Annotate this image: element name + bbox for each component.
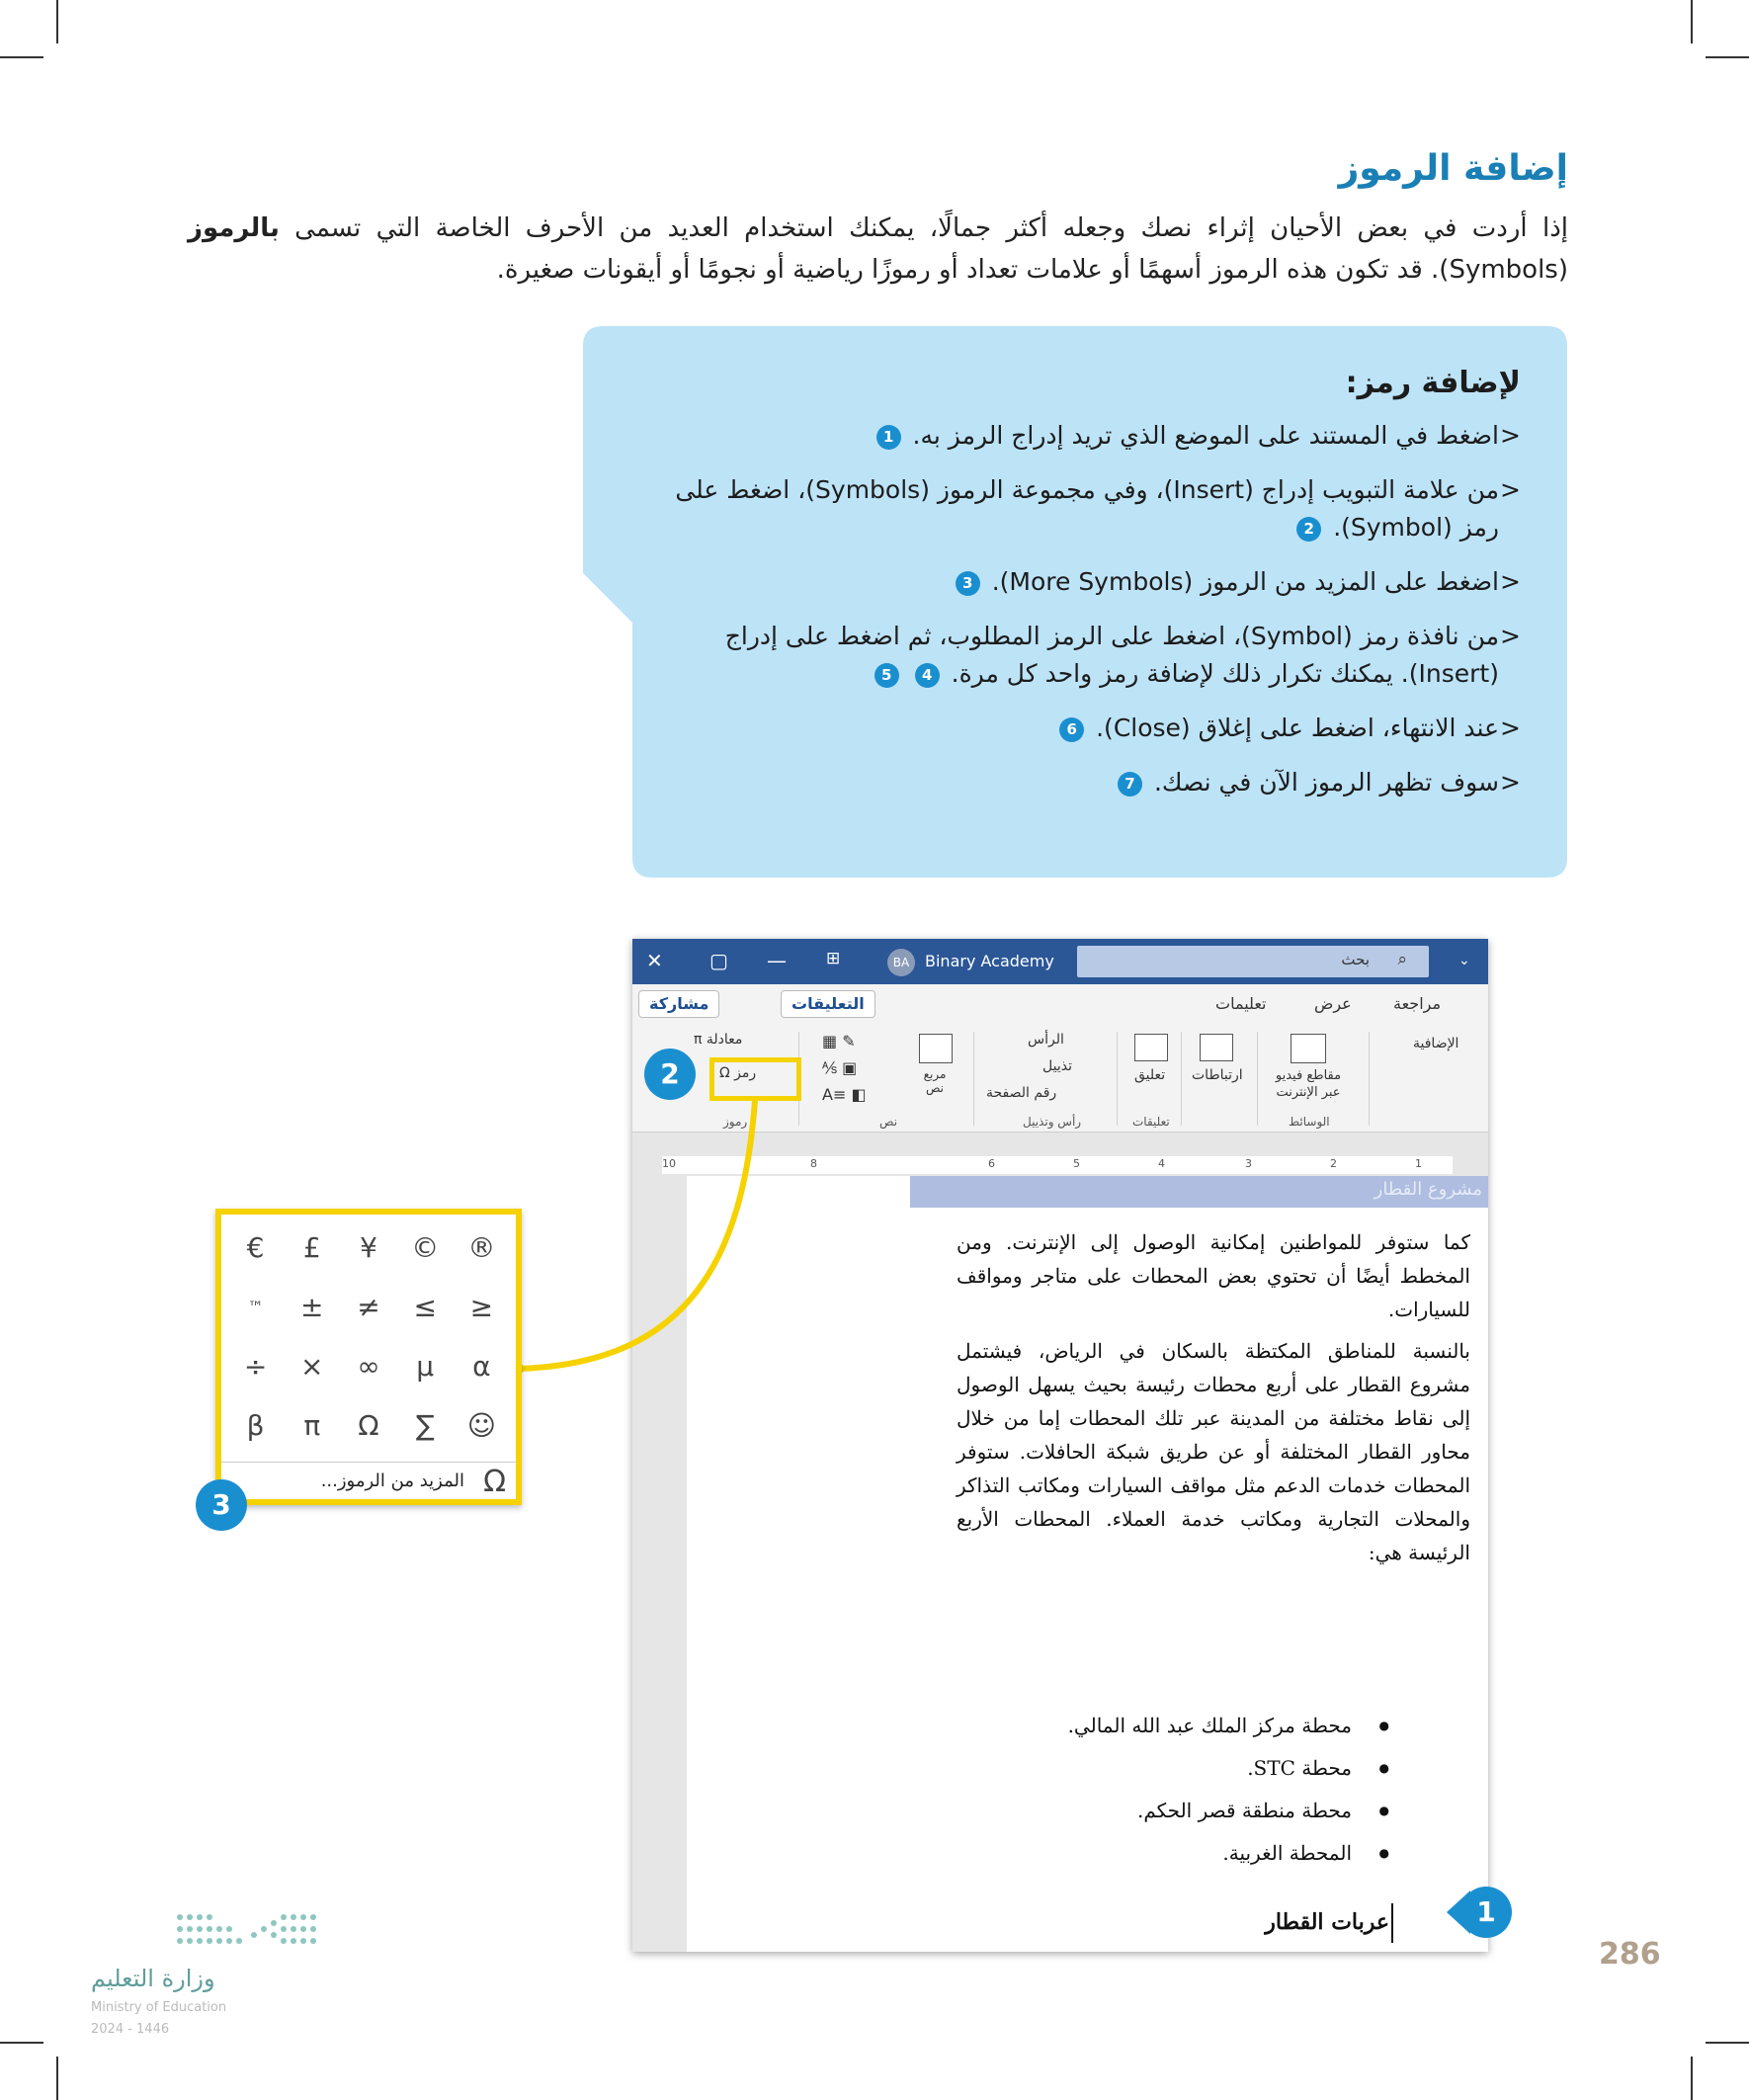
callout-2: 2 [644, 1049, 696, 1100]
step-item: < من نافذة رمز (Symbol)، اضغط على الرمز المطلوب، ثم اضغط على إدراج (Insert). يمكنك تكرار ذلك لإضافة رمز واحد كل مرة. 4 5 [671, 618, 1521, 693]
page-number-button[interactable]: رقم الصفحة [986, 1085, 1057, 1101]
symbol-cell[interactable]: © [411, 1231, 440, 1264]
list-item: ● محطة مركز الملك عبد الله المالي. [1068, 1705, 1389, 1747]
search-icon: ⌕ [1397, 950, 1407, 969]
online-video-button[interactable]: مقاطع فيديو عبر الإنترنت [1275, 1068, 1342, 1100]
media-group-label: الوسائط [1289, 1115, 1330, 1129]
step-item: < اضغط في المستند على الموضع الذي تريد إدراج الرمز به. 1 [671, 417, 1521, 455]
symbol-cell[interactable]: ™ [247, 1298, 264, 1316]
symbol-button-highlight [709, 1057, 801, 1101]
symbols-group-label: رموز [723, 1115, 748, 1129]
symbols-dropdown [215, 1209, 522, 1505]
step-number-badge: 6 [1059, 717, 1084, 742]
step-item: < اضغط على المزيد من الرموز (More Symbols). 3 [671, 563, 1521, 601]
step-number-badge: 1 [876, 425, 901, 450]
header-footer-group-label: رأس وتذييل [1023, 1115, 1082, 1129]
doc-paragraph: بالنسبة للمناطق المكتظة بالسكان في الرياض، فيشتمل مشروع القطار على أربع محطات رئيسة بحيث يسهل الوصول إلى نقاط مختلفة من المدينة عبر تلك المحطات إما من خلال محاور القطار المختلفة أو عن طريق شبكة الحافلات. ستوفر المحطات خدمات الدعم مثل مواقف السيارات ومكاتب التذاكر والمحلات التجارية ومكاتب خدمة العملاء. المحطات الأربع الرئيسة هي: [957, 1339, 1470, 1564]
logo-dots-icon [170, 1905, 338, 1955]
symbol-cell[interactable]: π [303, 1409, 321, 1442]
chevron-down-icon[interactable]: ⌄ [1458, 953, 1470, 968]
symbol-cell[interactable]: × [300, 1350, 324, 1383]
list-item: ● المحطة الغربية. [1068, 1832, 1389, 1875]
text-tools-icon[interactable]: ▣ ⅍ [822, 1058, 858, 1077]
list-item: ● محطة STC. [1068, 1747, 1389, 1790]
step-number-badge: 2 [1296, 517, 1321, 542]
symbol-cell[interactable]: ∑ [415, 1409, 435, 1442]
step-number-badge: 7 [1118, 772, 1142, 797]
textbox-label: مربع نص [923, 1067, 947, 1095]
ministry-name-en: Ministry of Education [91, 2000, 227, 2015]
callout-3: 3 [196, 1479, 247, 1531]
intro-bold: بالرموز [188, 213, 280, 243]
symbol-cell[interactable]: ¥ [360, 1231, 377, 1264]
addins-button[interactable]: الإضافية [1413, 1036, 1459, 1051]
symbol-cell[interactable]: ☺ [466, 1409, 496, 1442]
edition-year: 2024 - 1446 [91, 2022, 170, 2037]
comments-button[interactable]: التعليقات [781, 990, 875, 1018]
section-title: إضافة الرموز [1338, 148, 1568, 189]
ribbon-display-icon[interactable]: ⊞ [826, 949, 841, 968]
footer-button[interactable]: تذييل [1042, 1058, 1072, 1074]
symbol-cell[interactable]: ≠ [357, 1291, 380, 1323]
restore-icon[interactable]: ▢ [709, 949, 728, 972]
ministry-name-ar: وزارة التعليم [91, 1965, 215, 1992]
text-tools-icon[interactable]: ✎ ▦ [822, 1032, 856, 1050]
step-item: < عند الانتهاء، اضغط على إغلاق (Close). 6 [671, 710, 1521, 747]
box-title: لإضافة رمز: [1345, 366, 1521, 400]
symbol-cell[interactable]: µ [416, 1350, 435, 1383]
symbol-cell[interactable]: ± [300, 1291, 324, 1323]
avatar[interactable]: BA [887, 949, 915, 976]
share-button[interactable]: مشاركة [638, 990, 719, 1018]
comment-button[interactable]: تعليق [1134, 1067, 1166, 1083]
symbol-cell[interactable]: α [472, 1350, 491, 1383]
step-number-badge: 3 [956, 571, 980, 596]
tab-review[interactable]: مراجعة [1393, 994, 1442, 1013]
list-item: ● محطة منطقة قصر الحكم. [1068, 1790, 1389, 1832]
ruler: 10 8 6 5 4 3 2 1 [662, 1156, 1453, 1174]
symbol-cell[interactable]: Ω [358, 1409, 379, 1442]
intro-text-1: إذا أردت في بعض الأحيان إثراء نصك وجعله أكثر جمالًا، يمكنك استخدام العديد من الأحرف الخاصة التي تسمى [279, 213, 1568, 243]
step-number-badge: 5 [874, 663, 899, 688]
symbol-cell[interactable]: € [246, 1231, 265, 1264]
symbol-cell[interactable]: ∞ [357, 1350, 380, 1383]
doc-paragraph: كما ستوفر للمواطنين إمكانية الوصول إلى الإنترنت. ومن المخطط أيضًا أن تحتوي بعض المحطات على متاجر ومواقف للسيارات. [957, 1230, 1470, 1321]
header-button[interactable]: الرأس [1028, 1032, 1064, 1048]
close-icon[interactable]: ✕ [646, 949, 663, 972]
omega-icon: Ω [483, 1465, 506, 1499]
symbol-cell[interactable]: ® [467, 1231, 496, 1264]
symbol-cell[interactable]: ≤ [413, 1291, 437, 1323]
equation-button[interactable]: معادلة π [694, 1032, 743, 1048]
links-button[interactable]: ارتباطات [1192, 1067, 1243, 1083]
minimize-icon[interactable]: — [767, 949, 787, 972]
text-group-label: نص [879, 1115, 898, 1129]
step-item: < سوف تظهر الرموز الآن في نصك. 7 [671, 764, 1521, 801]
header-band: مشروع القطار [910, 1176, 1488, 1208]
doc-heading: عربات القطار [1265, 1909, 1389, 1935]
account-name: Binary Academy [925, 952, 1054, 970]
more-symbols-button[interactable] [221, 1462, 516, 1499]
intro-text-2: (Symbols). قد تكون هذه الرموز أسهمًا أو علامات تعداد أو رموزًا رياضية أو نجومًا أو أيقونات صغيرة. [496, 255, 1568, 285]
ministry-logo [91, 1905, 289, 2037]
comments-group-label: تعليقات [1132, 1115, 1170, 1129]
symbol-cell[interactable]: ÷ [243, 1350, 268, 1383]
tab-view[interactable]: عرض [1314, 994, 1352, 1013]
symbol-button[interactable]: رمز Ω [719, 1065, 757, 1081]
more-symbols-label: المزيد من الرموز... [320, 1470, 464, 1491]
callout-1: 1 [1460, 1887, 1512, 1938]
text-tools-icon[interactable]: ◧ ≡A [822, 1085, 867, 1104]
symbols-grid [227, 1218, 510, 1456]
symbol-cell[interactable]: β [246, 1409, 265, 1442]
search-placeholder: بحث [1341, 951, 1370, 968]
page-number: 286 [1599, 1937, 1661, 1972]
tab-help[interactable]: تعليمات [1215, 994, 1267, 1013]
symbol-cell[interactable]: ≥ [469, 1291, 494, 1323]
step-number-badge: 4 [915, 663, 940, 688]
step-item: < من علامة التبويب إدراج (Insert)، وفي مجموعة الرموز (Symbols)، اضغط على رمز (Symbol). 2 [671, 471, 1521, 546]
symbol-cell[interactable]: £ [302, 1231, 321, 1264]
